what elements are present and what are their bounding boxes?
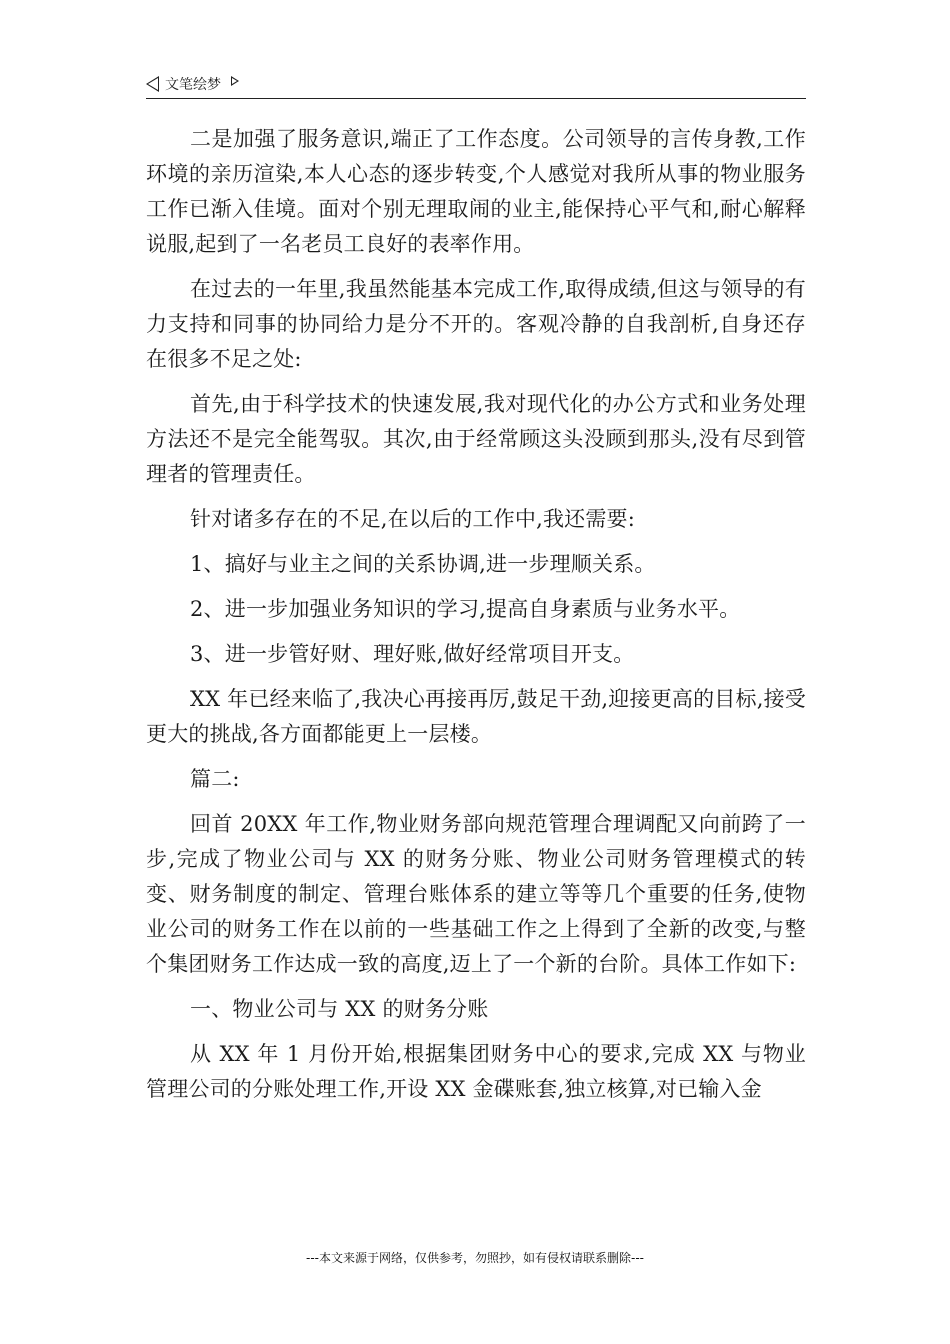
paragraph: 在过去的一年里,我虽然能基本完成工作,取得成绩,但这与领导的有力支持和同事的协同给力是分不开的。客观冷静的自我剖析,自身还存在很多不足之处: (146, 277, 806, 371)
header-brand (146, 74, 239, 94)
paragraph: 回首 20XX 年工作,物业财务部向规范管理合理调配又向前跨了一步,完成了物业公司与 XX 的财务分账、物业公司财务管理模式的转变、财务制度的制定、管理台账体系的建立等等几个重要的任务,使物业公司的财务工作在以前的一些基础工作之上得到了全新的改变,与整个集团财务工作达成一致的高度,迈上了一个新的台阶。具体工作如下: (146, 812, 806, 976)
list-item: 3、进一步管好财、理好账,做好经常项目开支。 (190, 642, 635, 666)
list-item: 2、进一步加强业务知识的学习,提高自身素质与业务水平。 (190, 597, 741, 621)
paragraph: 针对诸多存在的不足,在以后的工作中,我还需要: (190, 507, 636, 531)
page-footer: ---本文来源于网络，仅供参考，勿照抄，如有侵权请联系删除--- (306, 1251, 644, 1265)
paragraph: 从 XX 年 1 月份开始,根据集团财务中心的要求,完成 XX 与物业管理公司的分账处理工作,开设 XX 金碟账套,独立核算,对已输入金 (146, 1042, 806, 1101)
triangle-left-icon (146, 76, 159, 92)
document-body (146, 122, 806, 1117)
section-heading: 一、物业公司与 XX 的财务分账 (190, 997, 489, 1021)
list-item: 1、搞好与业主之间的关系协调,进一步理顺关系。 (190, 552, 656, 576)
section-heading: 篇二: (190, 767, 240, 791)
paragraph: 首先,由于科学技术的快速发展,我对现代化的办公方式和业务处理方法还不是完全能驾驭。其次,由于经常顾这头没顾到那头,没有尽到管理者的管理责任。 (146, 392, 806, 486)
triangle-right-icon (231, 76, 239, 86)
page-header (146, 70, 806, 99)
paragraph: XX 年已经来临了,我决心再接再厉,鼓足干劲,迎接更高的目标,接受更大的挑战,各方面都能更上一层楼。 (146, 687, 806, 746)
header-title: 文笔绘梦 (165, 77, 221, 93)
paragraph: 二是加强了服务意识,端正了工作态度。公司领导的言传身教,工作环境的亲历渲染,本人心态的逐步转变,个人感觉对我所从事的物业服务工作已渐入佳境。面对个别无理取闹的业主,能保持心平气和,耐心解释说服,起到了一名老员工良好的表率作用。 (146, 127, 806, 256)
